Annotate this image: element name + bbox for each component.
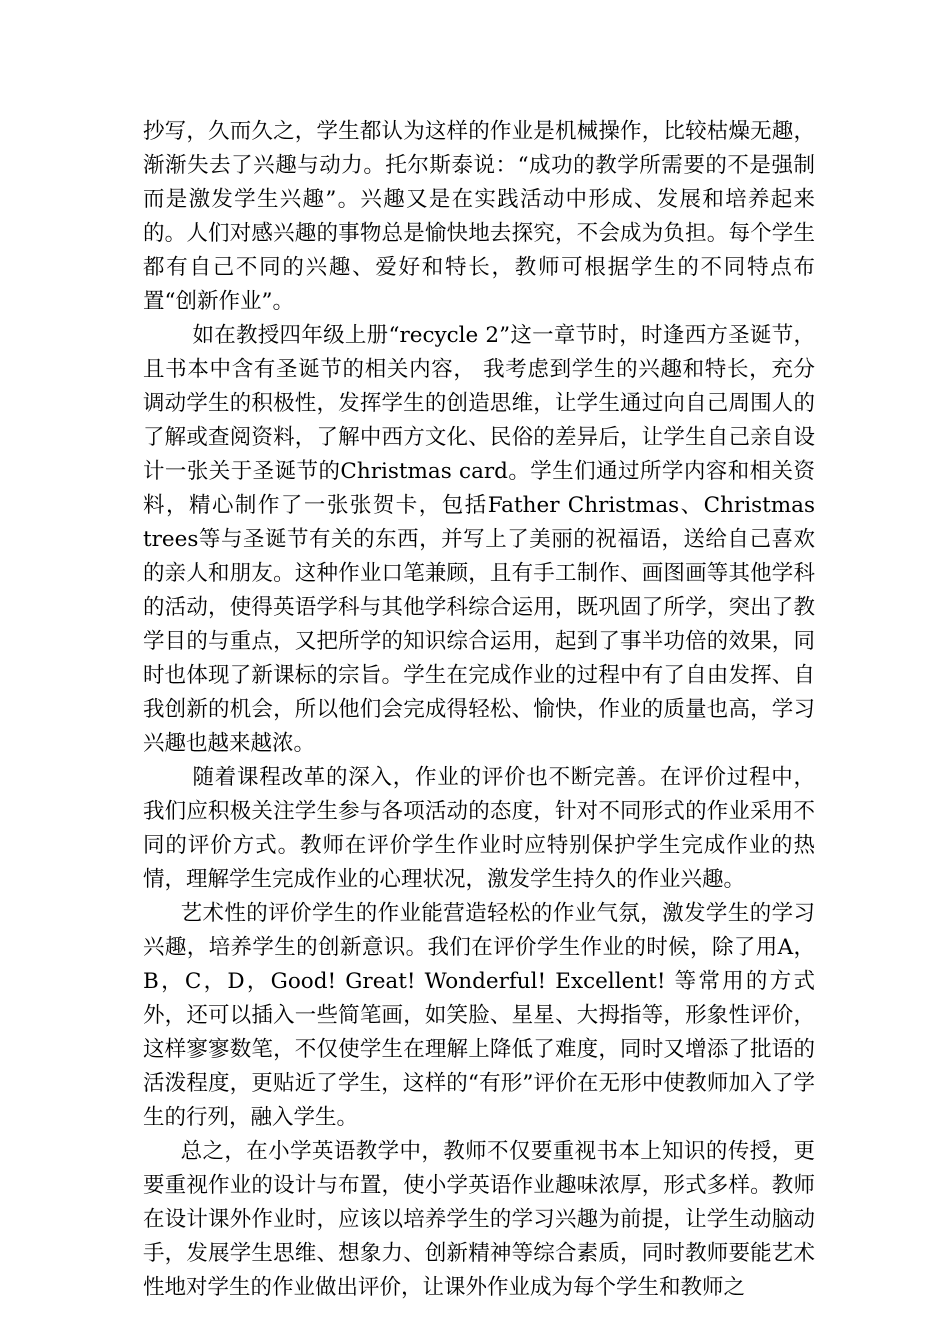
paragraph-5: 总之，在小学英语教学中，教师不仅要重视书本上知识的传授，更要重视作业的设计与布置，使小学英语作业趣味浓厚，形式多样。教师在设计课外作业时，应该以培养学生的学习兴趣为前提，让学生动脑动手，发展学生思维、想象力、创新精神等综合素质，同时教师要能艺术性地对学生的作业做出评价，让课外作业成为每个学生和教师之 [143,1139,815,1300]
body-text [143,115,815,1305]
paragraph-2: 如在教授四年级上册“recycle 2”这一章节时，时逢西方圣诞节，且书本中含有圣诞节的相关内容， 我考虑到学生的兴趣和特长，充分调动学生的积极性，发挥学生的创造思维，让学生通过向自己周围人的了解或查阅资料，了解中西方文化、民俗的差异后，让学生自己亲自设计一张关于圣诞节的Christmas card。学生们通过所学内容和相关资料，精心制作了一张张贺卡，包括Father Christmas、Christmas trees等与圣诞节有关的东西，并写上了美丽的祝福语，送给自己喜欢的亲人和朋友。这种作业口笔兼顾，且有手工制作、画图画等其他学科的活动，使得英语学科与其他学科综合运用，既巩固了所学，突出了教学目的与重点，又把所学的知识综合运用，起到了事半功倍的效果，同时也体现了新课标的宗旨。学生在完成作业的过程中有了自由发挥、自我创新的机会，所以他们会完成得轻松、愉快，作业的质量也高，学习兴趣也越来越浓。 [143,323,815,756]
paragraph-3: 随着课程改革的深入，作业的评价也不断完善。在评价过程中，我们应积极关注学生参与各项活动的态度，针对不同形式的作业采用不同的评价方式。教师在评价学生作业时应特别保护学生完成作业的热情，理解学生完成作业的心理状况，激发学生持久的作业兴趣。 [143,765,815,892]
paragraph-1: 抄写，久而久之，学生都认为这样的作业是机械操作，比较枯燥无趣，渐渐失去了兴趣与动力。托尔斯泰说：“成功的教学所需要的不是强制而是激发学生兴趣”。兴趣又是在实践活动中形成、发展和培养起来的。人们对感兴趣的事物总是愉快地去探究，不会成为负担。每个学生都有自己不同的兴趣、爱好和特长，教师可根据学生的不同特点布置“创新作业”。 [143,119,815,314]
paragraph-4: 艺术性的评价学生的作业能营造轻松的作业气氛，激发学生的学习兴趣，培养学生的创新意识。我们在评价学生作业的时候，除了用A，B，C，D，Good! Great! Wonderful! Excellent! 等常用的方式外，还可以插入一些简笔画，如笑脸、星星、大拇指等，形象性评价，这样寥寥数笔，不仅使学生在理解上降低了难度，同时又增添了批语的活泼程度，更贴近了学生，这样的“有形”评价在无形中使教师加入了学生的行列，融入学生。 [143,901,815,1130]
